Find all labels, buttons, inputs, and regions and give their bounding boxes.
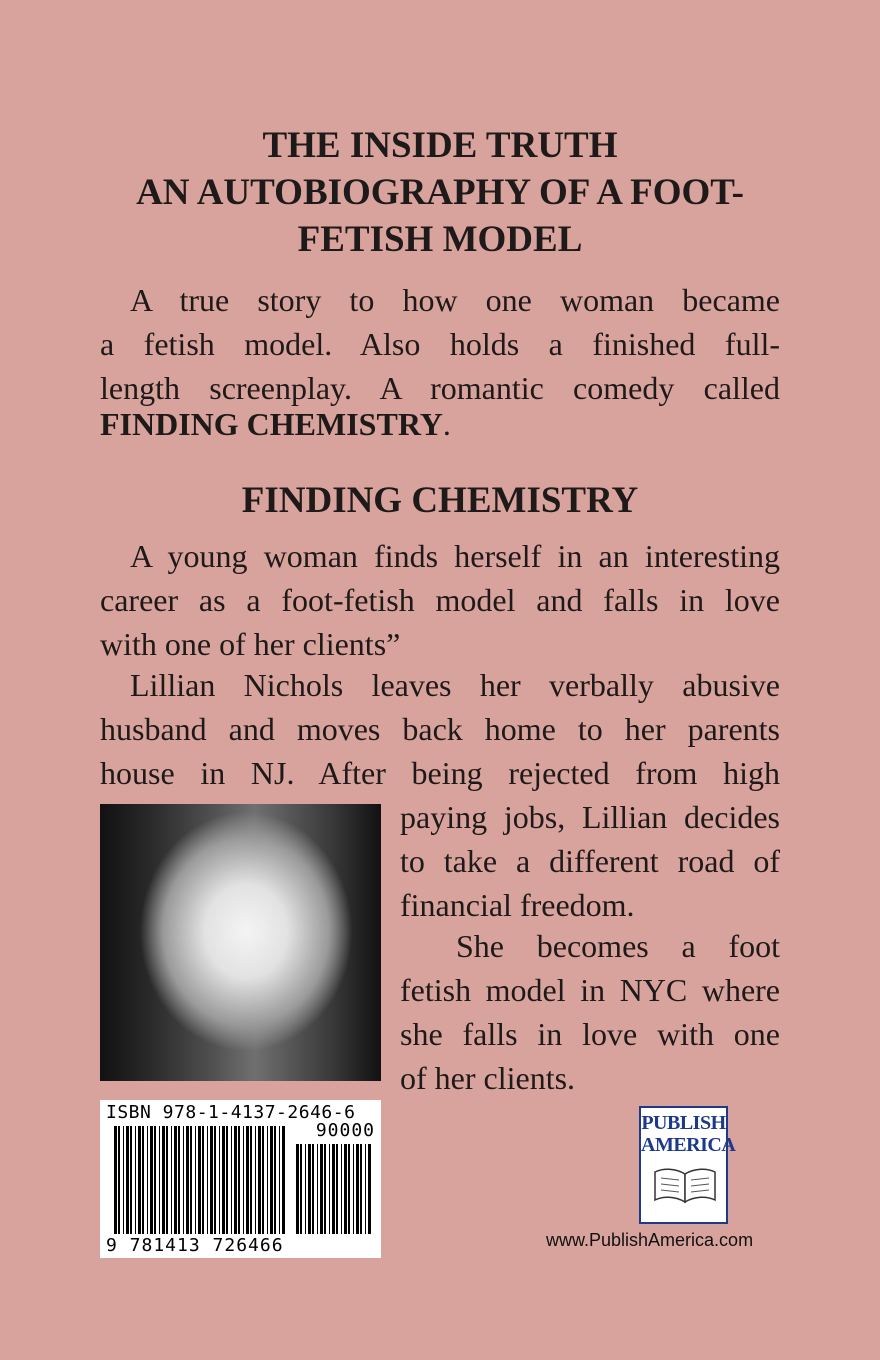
- synopsis-line: husband and moves back home to her parents: [100, 711, 780, 747]
- synopsis-line: She becomes a foot: [456, 928, 780, 964]
- author-photo: [100, 804, 381, 1081]
- publisher-website[interactable]: www.PublishAmerica.com: [546, 1230, 754, 1250]
- blurb-line: length screenplay. A romantic comedy called: [100, 370, 780, 406]
- blurb-period: .: [442, 406, 451, 442]
- blurb-line: A true story to how one woman became: [130, 282, 780, 318]
- book-title-line2: AN AUTOBIOGRAPHY OF A FOOT-: [136, 172, 744, 213]
- synopsis-line: career as a foot-fetish model and falls in love: [100, 582, 780, 618]
- synopsis-line: A young woman finds herself in an interesting: [130, 538, 780, 574]
- synopsis-line: fetish model in NYC where: [400, 972, 780, 1008]
- synopsis-line: of her clients.: [400, 1060, 576, 1096]
- isbn-text: ISBN 978-1-4137-2646-6: [106, 1102, 356, 1123]
- synopsis-line: paying jobs, Lillian decides: [400, 799, 780, 835]
- isbn-barcode: [100, 1100, 381, 1258]
- synopsis-line: house in NJ. After being rejected from high: [100, 755, 780, 791]
- book-title-line3: FETISH MODEL: [297, 219, 583, 260]
- synopsis-line: Lillian Nichols leaves her verbally abusive: [130, 667, 780, 703]
- blurb-line: [100, 402, 780, 446]
- synopsis-line: financial freedom.: [400, 887, 635, 923]
- synopsis-line: with one of her clients”: [100, 626, 401, 662]
- blurb-screenplay-title: FINDING CHEMISTRY: [100, 406, 443, 442]
- book-title-line1: THE INSIDE TRUTH: [262, 125, 618, 166]
- publisher-logo: [639, 1106, 736, 1224]
- open-book-icon: [653, 1166, 717, 1206]
- blurb-line: a fetish model. Also holds a finished full-: [100, 326, 780, 362]
- synopsis-line: to take a different road of: [400, 843, 780, 879]
- price-code: 90000: [315, 1120, 375, 1141]
- section-heading: FINDING CHEMISTRY: [241, 480, 639, 521]
- logo-word-america: AMERICA: [641, 1134, 736, 1156]
- logo-word-publish: PUBLISH: [641, 1112, 726, 1134]
- synopsis-line: she falls in love with one: [400, 1016, 780, 1052]
- barcode-digits: 9 781413 726466: [106, 1235, 284, 1256]
